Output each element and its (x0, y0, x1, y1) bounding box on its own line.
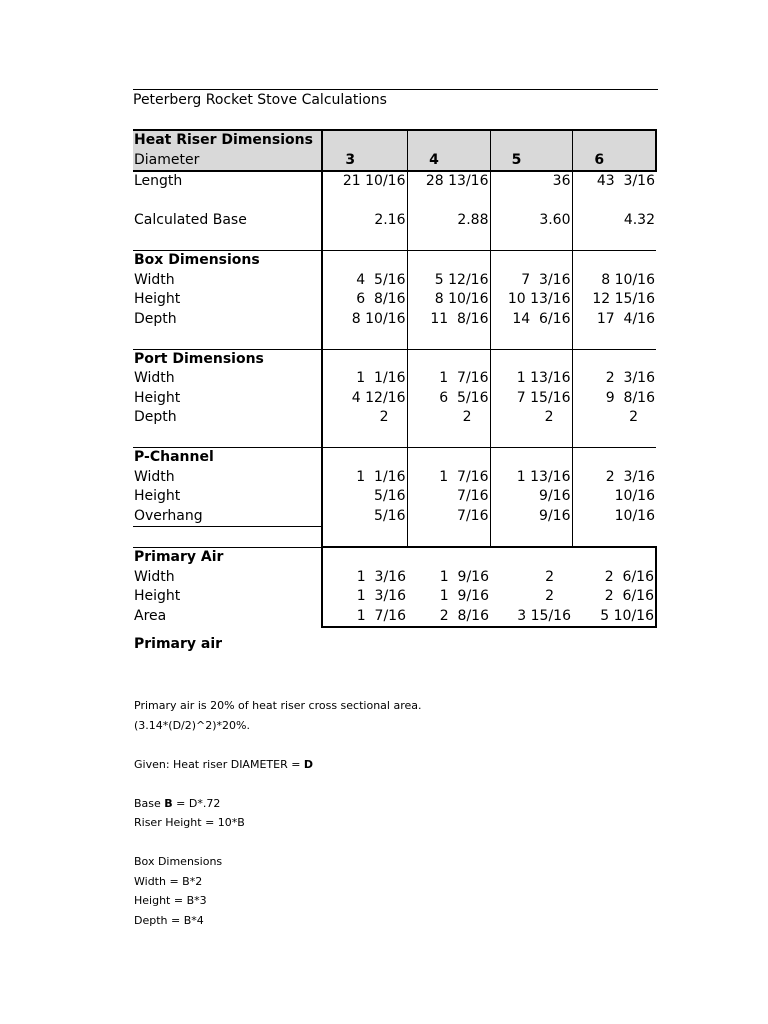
table-cell: 3 15/16 (490, 607, 572, 628)
row-label: Width (134, 271, 175, 288)
table-cell: 7/16 (407, 507, 490, 527)
table-cell: 28 13/16 (407, 171, 490, 192)
row-label: Depth (134, 409, 177, 426)
section-heading-primary-air: Primary Air (133, 547, 322, 568)
table-row (133, 151, 656, 172)
table-cell: 2.88 (407, 211, 490, 231)
table-cell: 8 10/16 (322, 310, 407, 330)
row-label: Overhang (133, 507, 322, 527)
row-label: Width (134, 370, 175, 387)
diameter-cell: 5 (490, 151, 572, 172)
table-cell: 14 6/16 (490, 310, 572, 330)
table-cell: 4 12/16 (322, 389, 407, 409)
diameter-cell: 3 (322, 151, 407, 172)
note-base: Base B = D*.72 (134, 796, 221, 810)
table-row (133, 349, 656, 369)
table-cell: 6 5/16 (407, 389, 490, 409)
table-cell: 7 3/16 (490, 271, 572, 291)
note-line: Riser Height = 10*B (134, 816, 245, 829)
table-row (133, 290, 656, 310)
table-cell: 10/16 (572, 487, 656, 507)
table-cell: 36 (490, 171, 572, 192)
table-cell: 2 (545, 588, 554, 605)
diameter-cell: 6 (572, 151, 656, 172)
table-cell: 5/16 (322, 507, 407, 527)
table-row (133, 607, 656, 628)
note-line: Box Dimensions (134, 855, 223, 868)
row-label: Length (134, 173, 183, 190)
table-cell: 3.60 (490, 211, 572, 231)
table-cell: 2 3/16 (572, 369, 656, 389)
table-cell: 5 10/16 (572, 607, 656, 628)
table-cell: 43 3/16 (572, 171, 656, 192)
table-row (133, 310, 656, 330)
table-cell: 2 3/16 (572, 468, 656, 488)
table-row (133, 271, 656, 291)
table-cell: 8 10/16 (572, 271, 656, 291)
table-cell: 1 1/16 (322, 468, 407, 488)
notes-section (134, 636, 654, 930)
table-cell: 2 (322, 408, 407, 428)
table-row (133, 211, 656, 231)
table-cell: 7 15/16 (490, 389, 572, 409)
row-label: Height (134, 488, 181, 505)
table-cell: 9/16 (490, 507, 572, 527)
table-cell: 4 5/16 (322, 271, 407, 291)
table-cell: 1 3/16 (322, 587, 407, 607)
note-line: Primary air is 20% of heat riser cross sectional area. (134, 699, 422, 712)
table-cell: 2 (407, 408, 490, 428)
row-label: Diameter (133, 151, 322, 172)
row-label: Height (134, 291, 181, 308)
row-label: Height (134, 588, 181, 605)
row-label: Depth (134, 310, 177, 327)
table-row (133, 468, 656, 488)
table-row (133, 568, 656, 588)
table-cell: 17 4/16 (572, 310, 656, 330)
table-cell: 2 (572, 408, 656, 428)
table-cell: 10/16 (572, 507, 656, 527)
table-cell: 10 13/16 (490, 290, 572, 310)
table-cell: 1 9/16 (439, 568, 489, 585)
table-row (133, 448, 656, 468)
table-cell: 21 10/16 (322, 171, 407, 192)
note-line: (3.14*(D/2)^2)*20%. (134, 718, 250, 732)
table-cell: 1 9/16 (439, 588, 489, 605)
table-row (133, 507, 656, 527)
table-row (133, 587, 656, 607)
notes-heading: Primary air (134, 636, 223, 652)
table-cell: 2 (490, 408, 572, 428)
table-row (133, 251, 656, 271)
table-cell: 1 3/16 (322, 568, 407, 588)
table-row (133, 369, 656, 389)
row-label: Calculated Base (134, 212, 247, 229)
table-cell: 1 13/16 (490, 468, 572, 488)
diameter-cell: 4 (407, 151, 490, 172)
table-row (133, 408, 656, 428)
section-heading-pchannel: P-Channel (133, 448, 322, 468)
note-line: Width = B*2 (134, 874, 203, 888)
table-cell: 1 1/16 (322, 369, 407, 389)
table-row (133, 130, 656, 151)
table-cell: 9/16 (490, 487, 572, 507)
table-cell: 2 8/16 (407, 607, 490, 628)
row-label: Area (134, 608, 167, 625)
section-heading-heat-riser: Heat Riser Dimensions (133, 130, 322, 151)
table-row (133, 547, 656, 568)
table-cell: 5 12/16 (407, 271, 490, 291)
table-cell: 5/16 (322, 487, 407, 507)
section-heading-port: Port Dimensions (133, 349, 322, 369)
note-given: Given: Heat riser DIAMETER = D (134, 757, 314, 771)
calculations-table (133, 129, 657, 628)
table-row (133, 487, 656, 507)
row-label: Width (134, 468, 175, 485)
table-cell: 9 8/16 (572, 389, 656, 409)
table-cell: 2 (545, 568, 554, 585)
table-cell: 11 8/16 (407, 310, 490, 330)
table-row (133, 389, 656, 409)
table-cell: 6 8/16 (322, 290, 407, 310)
table-cell: 2 6/16 (572, 587, 656, 607)
table-cell: 2.16 (322, 211, 407, 231)
table-cell: 8 10/16 (407, 290, 490, 310)
row-label: Width (134, 568, 175, 585)
table-cell: 1 7/16 (322, 607, 407, 628)
note-line: Height = B*3 (134, 894, 207, 907)
table-cell: 7/16 (407, 487, 490, 507)
section-heading-box: Box Dimensions (133, 251, 322, 271)
table-cell: 4.32 (572, 211, 656, 231)
table-cell: 1 7/16 (407, 369, 490, 389)
table-cell: 1 13/16 (490, 369, 572, 389)
table-row (133, 171, 656, 192)
table-cell: 12 15/16 (572, 290, 656, 310)
table-cell: 2 6/16 (572, 568, 656, 588)
page-title: Peterberg Rocket Stove Calculations (133, 89, 658, 129)
note-line: Depth = B*4 (134, 913, 204, 927)
table-cell: 1 7/16 (407, 468, 490, 488)
row-label: Height (134, 389, 181, 406)
